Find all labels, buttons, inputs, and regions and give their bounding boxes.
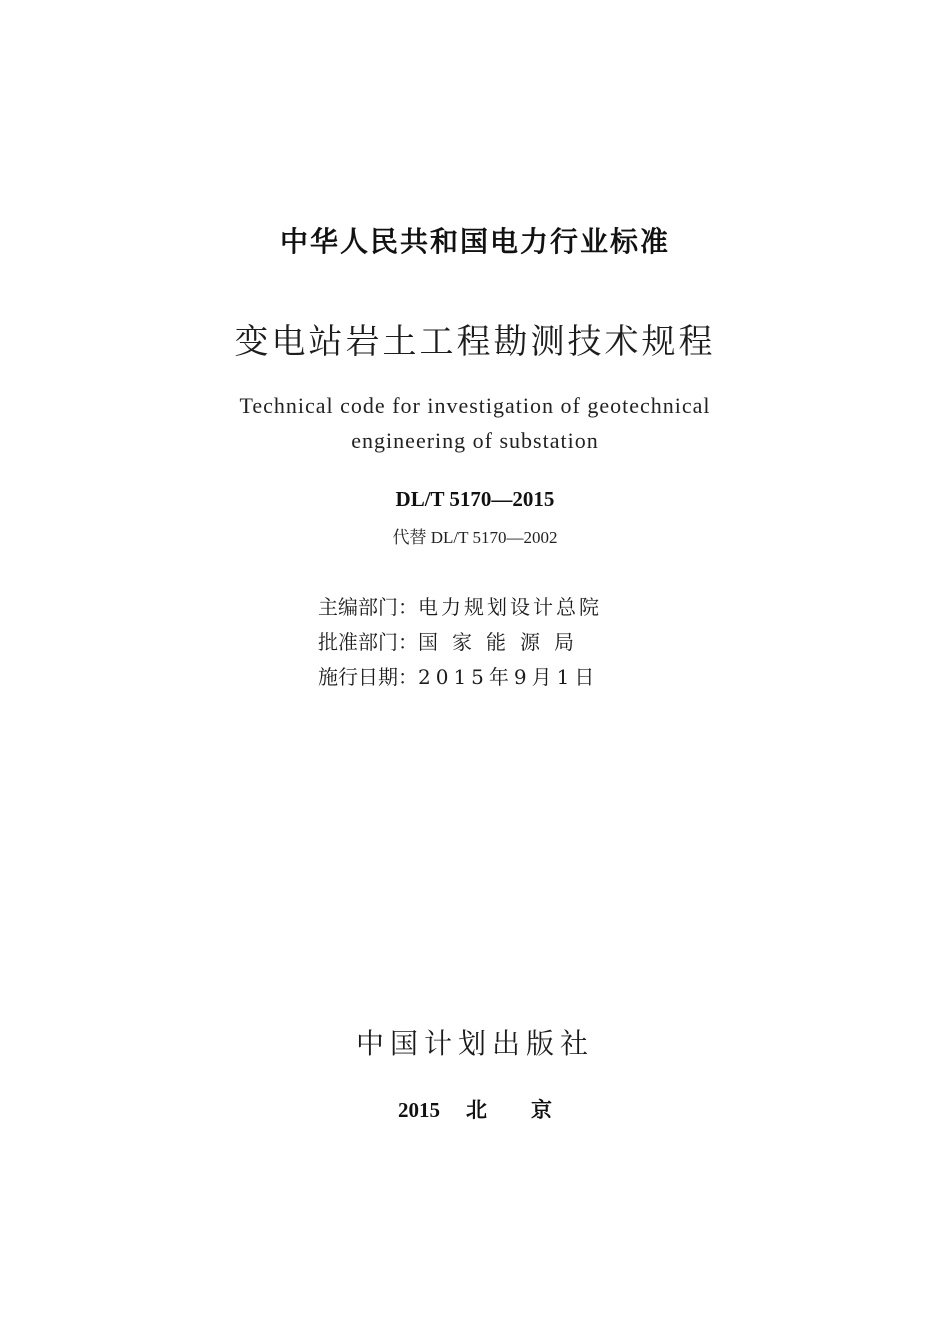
editor-label: 主编部门	[318, 595, 398, 619]
english-title	[0, 388, 950, 458]
approver-label: 批准部门	[318, 630, 398, 654]
editor-value: 电力规划设计总院	[418, 595, 602, 619]
standard-type-heading: 中华人民共和国电力行业标准	[279, 225, 670, 258]
approver-row	[318, 625, 602, 660]
publication-year: 2015	[398, 1098, 440, 1122]
editor-row	[318, 590, 602, 625]
editor-colon: ：	[398, 595, 418, 619]
chinese-title: 变电站岩土工程勘测技术规程	[234, 322, 716, 362]
english-title-line-1: Technical code for investigation of geotechnical	[239, 393, 711, 418]
publication-city-char-1: 北	[466, 1097, 487, 1122]
standard-code-number: DL/T 5170—2015	[395, 487, 555, 511]
approver-colon: ：	[398, 630, 418, 654]
approver-value: 国家能源局	[418, 630, 588, 654]
effective-date-colon: ：	[398, 665, 418, 689]
publication-city-char-2: 京	[531, 1097, 552, 1122]
effective-date-row	[318, 660, 602, 695]
replaces-note: 代替 DL/T 5170—2002	[392, 528, 558, 547]
effective-date-label: 施行日期	[318, 665, 398, 689]
publication-place	[0, 1094, 950, 1124]
english-title-line-2: engineering of substation	[351, 428, 599, 453]
issuance-info	[318, 590, 602, 695]
effective-date-value: 2015年9月1日	[418, 665, 600, 689]
publisher-name: 中国计划出版社	[355, 1027, 594, 1060]
